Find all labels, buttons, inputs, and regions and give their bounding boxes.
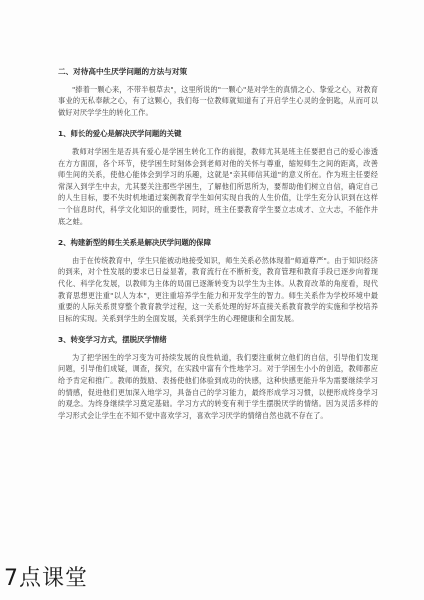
section-2-paragraph: 由于在传统教育中，学生只能被动地接受知识，师生关系必然体现着"师道尊严"。由于知识经济的到来，对个性发展的要求已日益显著，教育流行在不断析变，教育管理和教育手段已逐步向着现代化、科学化发展，以教师为主体的局面已逐渐转变为以学生为主体。从教育改革的角度看，现代教育思想更注重"以人为本"，更注重培养学生能力和开发学生的智力。师生关系作为学校环境中最重要的人际关系贯穿整个教育教学过程，这一关系处理的好坏直接关系教育教学的实施和学校培养目标的实现。关系到学生的全面发展，关系到学生的心理健康和全面发展。 bbox=[58, 255, 378, 323]
section-1-title: 1、师长的爱心是解决厌学问题的关键 bbox=[58, 129, 182, 139]
document-body bbox=[58, 66, 378, 421]
section-1-paragraph: 教师对学困生是否具有爱心是学困生转化工作的前提，教师尤其是班主任要把自己的爱心渗透在方方面面，各个环节，使学困生时刻体会到老师对他的关怀与尊重，缩短师生之间的距离，改善师生间的关系，使他心能体会到学习的乐趣，这就是"亲其师信其道"的意义所在。作为班主任要经常深入到学生中去，尤其要关注那些学困生，了解他们所思所为，要帮助他们树立自信，确定自己的人生目标，要不失时机地通过案例教育学生如何实现自我的人生价值，让学生充分认识到在这样一个信息时代，科学文化知识的重要性，同时，班主任要教育学生要立志成才、立大志，不能作井底之蛙。 bbox=[58, 146, 378, 226]
intro-paragraph: "捧着一颗心来，不带半根草去"，这里所说的"一颗心"是对学生的真情之心、挚爱之心，对教育事业的无私奉献之心，有了这颗心，我们每一位教师就知道有了开启学生心灵的金钥匙，从而可以做好对厌学学生的转化工作。 bbox=[58, 84, 378, 117]
section-2-title: 2、构建新型的师生关系是解决厌学问题的保障 bbox=[58, 238, 211, 248]
section-3-paragraph: 为了把学困生的学习变为可持续发展的良性轨道，我们要注重树立他们的自信，引导他们发现问题，引导他们成疑，调查，探究，在实践中富有个性地学习。对于学困生小小的创造，教师都应给予肯定和推广。教师的鼓励、表扬使他们体验到成功的快感，这种快感更能升华为需要继续学习的情感，促进他们更加深入地学习，具备自己的学习能力，最终形成学习习惯，以便形成终身学习的观念。为终身继续学习奠定基础。学习方式的转变有利于学生摆脱厌学的情绪。因为灵活多样的学习形式会让学生在不知不觉中喜欢学习，喜欢学习厌学的情绪自然也就不存在了。 bbox=[58, 352, 378, 420]
watermark-text: 7点课堂 bbox=[4, 566, 88, 591]
document-heading: 二、对待高中生厌学问题的方法与对策 bbox=[58, 67, 188, 76]
section-3-title: 3、转变学习方式，摆脱厌学情绪 bbox=[58, 335, 167, 345]
